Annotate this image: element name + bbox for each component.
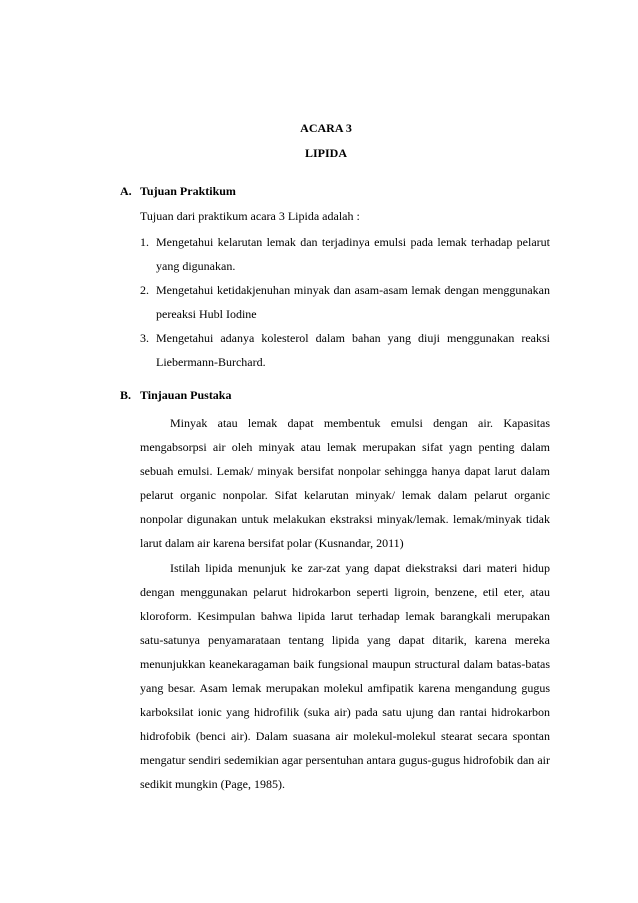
section-tujuan-praktikum: [120, 184, 550, 374]
goals-list: [140, 230, 550, 374]
section-letter: B.: [120, 388, 132, 402]
section-title: Tinjauan Pustaka: [140, 388, 232, 402]
list-item-number: 2.: [140, 283, 149, 297]
list-item-number: 1.: [140, 235, 149, 249]
section-letter: A.: [120, 184, 132, 198]
intro-text: Tujuan dari praktikum acara 3 Lipida adalah :: [140, 209, 360, 223]
list-item-number: 3.: [140, 331, 149, 345]
paragraph: Istilah lipida menunjuk ke zar-zat yang dapat diekstraksi dari materi hidup dengan menggunakan pelarut hidrokarbon seperti ligroin, benzene, etil eter, atau kloroform. Kesimpulan bahwa lipida larut terhadap lemak barangkali merupakan satu-satunya penyamarataan tentang lipida yang dapat ditarik, karena mereka menunjukkan keanekaragaman baik fungsional maupun structural dalam batas-batas yang besar. Asam lemak merupakan molekul amfipatik karena mengandung gugus karboksilat ionic yang hidrofilik (suka air) pada satu ujung dan rantai hidrokarbon hidrofobik (benci air). Dalam suasana air molekul-molekul stearat secara spontan mengatur sendiri sedemikian agar persentuhan antara gugus-gugus hidrofobik dan air sedikit mungkin (Page, 1985).: [140, 560, 550, 792]
section-tinjauan-pustaka: [120, 388, 550, 797]
document-title: ACARA 3: [300, 121, 352, 135]
list-item: [140, 278, 550, 326]
list-item-text: Mengetahui kelarutan lemak dan terjadinya emulsi pada lemak terhadap pelarut yang digunakan.: [156, 235, 550, 273]
section-body: [120, 411, 550, 797]
list-item-text: Mengetahui ketidakjenuhan minyak dan asam-asam lemak dengan menggunakan pereaksi Hubl Iodine: [156, 283, 550, 321]
list-item: [140, 326, 550, 374]
section-title: Tujuan Praktikum: [140, 184, 236, 198]
section-body: [120, 206, 550, 374]
section-heading: [120, 184, 550, 202]
document-subtitle: LIPIDA: [304, 146, 347, 160]
paragraph: Minyak atau lemak dapat membentuk emulsi dengan air. Kapasitas mengabsorpsi air oleh minyak atau lemak merupakan sifat yagn penting dalam sebuah emulsi. Lemak/ minyak bersifat nonpolar sehingga hanya dapat larut dalam pelarut organic nonpolar. Sifat kelarutan minyak/ lemak dalam pelarut organic nonpolar digunakan untuk melakukan ekstraksi minyak/lemak. lemak/minyak tidak larut dalam air karena bersifat polar (Kusnandar, 2011): [140, 416, 550, 551]
list-item-text: Mengetahui adanya kolesterol dalam bahan yang diuji menggunakan reaksi Liebermann-Burchard.: [156, 331, 550, 369]
list-item: [140, 230, 550, 278]
section-heading: [120, 388, 550, 406]
